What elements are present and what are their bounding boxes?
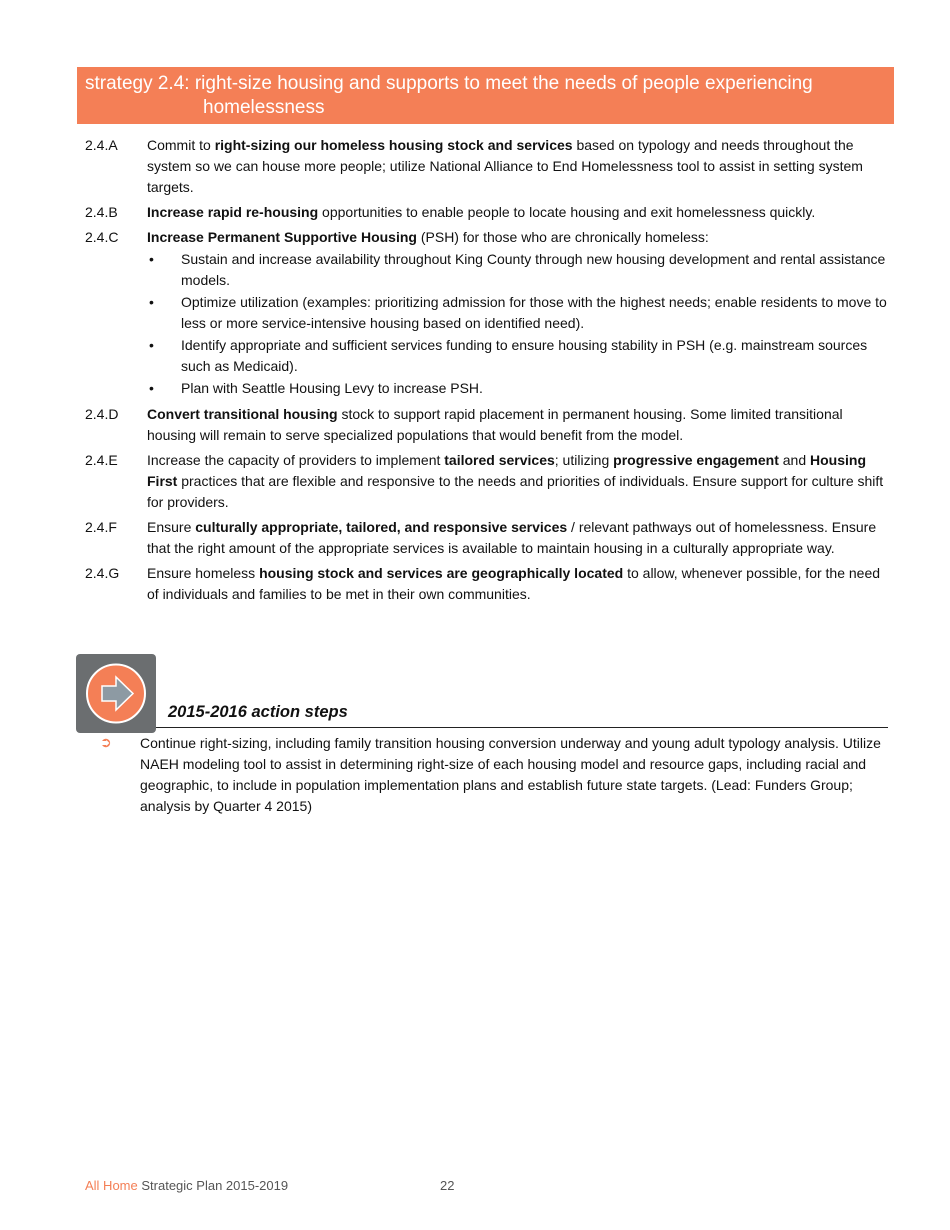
item-code: 2.4.F	[85, 519, 117, 535]
bullet-text: Optimize utilization (examples: prioritizing admission for those with the highest needs; enable residents to move to less or more service-intensive housing based on identified need).	[181, 294, 887, 331]
strategy-item	[85, 404, 890, 446]
item-text-part: Increase the capacity of providers to implement	[147, 452, 445, 468]
bullet-item	[147, 249, 890, 291]
item-text-bold: Increase rapid re-housing	[147, 204, 319, 220]
item-text-part: Ensure homeless	[147, 565, 260, 581]
footer-title	[85, 1178, 288, 1193]
bullet-text: Plan with Seattle Housing Levy to increase PSH.	[181, 380, 483, 396]
item-text-bold: Convert transitional housing	[147, 406, 338, 422]
bullet-text: Identify appropriate and sufficient services funding to ensure housing stability in PSH (e.g. mainstream sources such as Medicaid).	[181, 337, 868, 374]
strategy-item	[85, 450, 890, 513]
item-code: 2.4.E	[85, 452, 118, 468]
item-text-part: practices that are flexible and responsive to the needs and priorities of individuals. Ensure support for culture shift for providers.	[147, 473, 884, 510]
strategy-item	[85, 517, 890, 559]
strategy-item	[85, 135, 890, 198]
item-text-part: and	[778, 452, 811, 468]
item-text-bold: right-sizing our homeless housing stock and services	[214, 137, 573, 153]
strategy-item	[85, 202, 890, 223]
item-code: 2.4.D	[85, 406, 119, 422]
item-text-part: Ensure	[147, 519, 196, 535]
bullet-text: Sustain and increase availability throughout King County through new housing development and rental assistance models.	[181, 251, 886, 288]
item-text-part: (PSH) for those who are chronically homeless:	[416, 229, 709, 245]
action-step-text: Continue right-sizing, including family transition housing conversion underway and young adult typology analysis. Utilize NAEH modeling tool to assist in determining right-size of each housing model and resource gaps, including racial and geographic, to include in population implementation plans and establish future state targets. (Lead: Funders Group; analysis by Quarter 4 2015)	[140, 735, 881, 814]
action-steps-title: 2015-2016 action steps	[168, 703, 348, 721]
strategy-title-line2: homelessness	[203, 97, 325, 118]
action-steps-divider	[156, 727, 888, 728]
item-text	[147, 404, 890, 446]
strategy-items-list	[85, 135, 890, 609]
item-text-bold: culturally appropriate, tailored, and responsive services	[195, 519, 568, 535]
arrow-bullet-icon: ➲	[100, 734, 112, 750]
item-text-part: Commit to	[147, 137, 215, 153]
item-text-part: / relevant pathways out of homelessness. Ensure that the right amount of the appropriate services is available to maintain housing in a culturally appropriate way.	[147, 519, 877, 556]
strategy-title-line1: strategy 2.4: right-size housing and supports to meet the needs of people experiencing	[85, 73, 813, 94]
bullet-dot-icon: •	[149, 251, 154, 267]
arrow-right-circle-icon	[76, 654, 156, 733]
bullet-item	[147, 335, 890, 377]
bullet-item	[147, 292, 890, 334]
page-number: 22	[440, 1178, 455, 1193]
item-text-part: ; utilizing	[554, 452, 614, 468]
item-text	[147, 135, 890, 198]
item-text-part: based on typology and needs throughout the system so we can house more people; utilize National Alliance to End Homelessness tool to assist in setting system targets.	[147, 137, 863, 195]
item-code: 2.4.A	[85, 137, 118, 153]
item-text	[147, 227, 890, 400]
item-text	[147, 563, 890, 605]
item-code: 2.4.B	[85, 204, 118, 220]
bullet-dot-icon: •	[149, 337, 154, 353]
footer-plan-title: Strategic Plan 2015-2019	[137, 1178, 289, 1193]
item-code: 2.4.G	[85, 565, 120, 581]
strategy-header	[77, 67, 894, 124]
item-text-bold: Housing First	[147, 452, 867, 489]
item-text-part: to allow, whenever possible, for the need of individuals and families to be met in their own communities.	[147, 565, 881, 602]
item-text	[147, 517, 890, 559]
item-text-part: opportunities to enable people to locate housing and exit homelessness quickly.	[318, 204, 816, 220]
item-text-bold: housing stock and services are geographically located	[259, 565, 624, 581]
strategy-item	[85, 227, 890, 400]
bullet-dot-icon: •	[149, 380, 154, 396]
item-code: 2.4.C	[85, 229, 119, 245]
item-text-bold: tailored services	[444, 452, 555, 468]
footer-brand: All Home	[85, 1178, 138, 1193]
item-text	[147, 202, 890, 223]
item-text-bold: Increase Permanent Supportive Housing	[147, 229, 417, 245]
strategy-item	[85, 563, 890, 605]
bullet-dot-icon: •	[149, 294, 154, 310]
item-text-part: stock to support rapid placement in permanent housing. Some limited transitional housing will remain to serve specialized populations that would benefit from the model.	[147, 406, 843, 443]
item-text-bold: progressive engagement	[613, 452, 779, 468]
bullet-item	[147, 378, 890, 399]
item-text	[147, 450, 890, 513]
bullet-list	[147, 249, 890, 399]
action-steps-icon-box	[76, 654, 156, 733]
